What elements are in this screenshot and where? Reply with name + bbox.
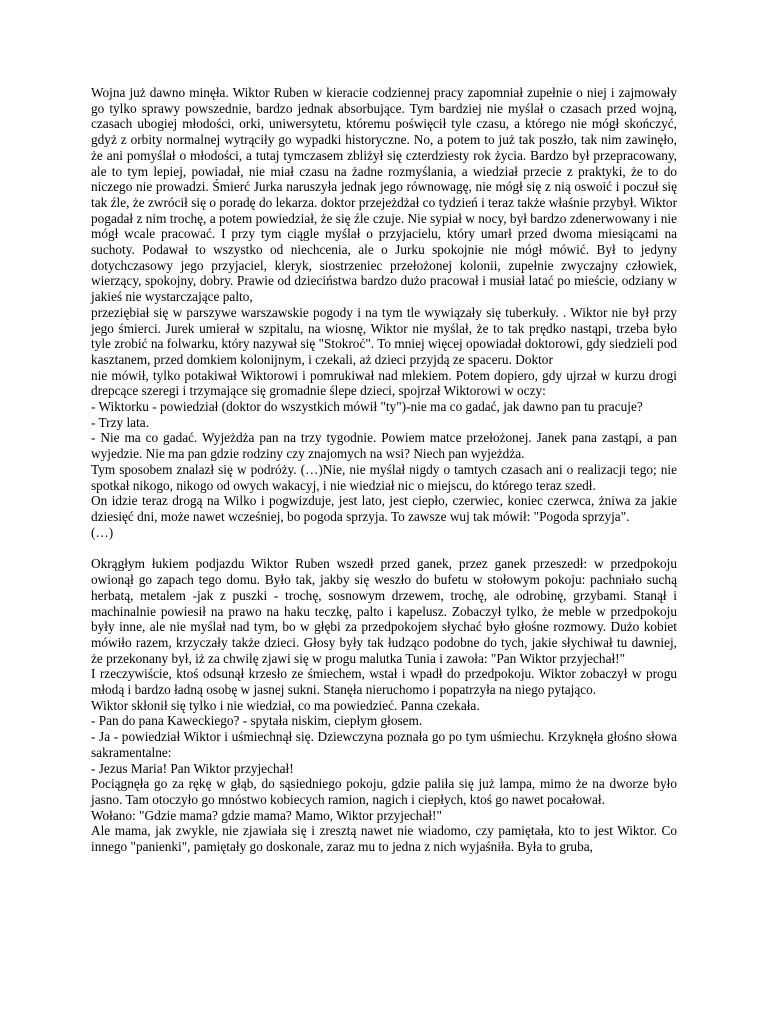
section-gap — [91, 540, 677, 556]
paragraph-11: Ale mama, jak zwykle, nie zjawiała się i zresztą nawet nie wiadomo, czy pamiętała, kto to jest Wiktor. Co innego "panienki", pamiętały go doskonale, zaraz mu to jedna z nich wyjaśniła. Była to gruba, — [91, 823, 677, 855]
paragraph-9: Pociągnęła go za rękę w głąb, do sąsiedniego pokoju, gdzie paliła się już lampa, mimo że na dworze było jasno. Tam otoczyło go mnóstwo kobiecych ramion, nagich i ciepłych, ktoś go nawet pocałował. — [91, 776, 677, 807]
dialogue-line-5: - Ja - powiedział Wiktor i uśmiechnął się. Dziewczyna poznała go po tym uśmiechu. Krzyknęła głośno słowa sakramentalne: — [91, 729, 677, 760]
paragraph-10: Wołano: "Gdzie mama? gdzie mama? Mamo, Wiktor przyjechał!" — [91, 807, 442, 823]
dialogue-line-3: - Nie ma co gadać. Wyjeżdża pan na trzy tygodnie. Powiem matce przełożonej. Janek pana zastąpi, a pan wyjedzie. Nie ma pan gdzie rodziny czy znajomych na wsi? Niech pan wyjeżdża. — [91, 430, 677, 462]
paragraph-8: Wiktor skłonił się tylko i nie wiedział, co ma powiedzieć. Panna czekała. — [91, 697, 480, 713]
paragraph-7: I rzeczywiście, ktoś odsunął krzesło ze śmiechem, wstał i wpadł do przedpokoju. Wiktor zobaczył w progu młodą i bardzo ładną osobę w jasnej sukni. Stanęła nieruchomo i popatrzyła na niego pytająco. — [91, 666, 677, 698]
dialogue-line-6: - Jezus Maria! Pan Wiktor przyjechał! — [91, 760, 294, 776]
paragraph-6: Okrągłym łukiem podjazdu Wiktor Ruben wszedł przed ganek, przez ganek przeszedł: w przedpokoju owionął go zapach tego domu. Było tak, jakby się weszło do bufetu w stołowym pokoju: pachniało suchą herbatą, metalem -jak z puszki - trochę, sosnowym drzewem, trochę, ale odrobinę, grzybami. Stanął i machinalnie powiesił na prawo na haku teczkę, palto i kapelusz. Zobaczył tylko, że meble w przedpokoju były inne, ale nie myślał nad tym, bo w głębi za przedpokojem słychać było głośne rozmowy. Dużo kobiet mówiło razem, krzyczały także dzieci. Głosy były tak łudząco podobne do tych, jakie słychiwał tu dawniej, że przekonany był, iż za chwilę zjawi się w progu malutka Tunia i zawoła: "Pan Wiktor przyjechał!" — [91, 556, 677, 666]
paragraph-4: Tym sposobem znalazł się w podróży. (…)Nie, nie myślał nigdy o tamtych czasach ani o realizacji tego; nie spotkał nikogo, nikogo od owych wakacyj, i nie wiedział nic o miejscu, do którego teraz szedł. — [91, 461, 677, 493]
paragraph-2: przeziębiał się w parszywe warszawskie pogody i na tym tle wywiązały się tuberkuły. . Wiktor nie był przy jego śmierci. Jurek umierał w szpitalu, na wiosnę, Wiktor nie myślał, że to tak prędko nastąpi, trzeba było tyle zrobić na folwarku, który nazywał się "Stokroć". To mniej więcej opowiadał doktorowi, gdy siedzieli pod kasztanem, przed domkiem kolonijnym, i czekali, aż dzieci przyjdą ze spaceru. Doktor — [91, 304, 677, 367]
dialogue-line-4: - Pan do pana Kaweckiego? - spytała niskim, ciepłym głosem. — [91, 713, 423, 729]
paragraph-5: On idzie teraz drogą na Wilko i pogwizduje, jest lato, jest ciepło, czerwiec, koniec czerwca, żniwa za jakie dziesięć dni, może nawet wcześniej, bo pogoda sprzyja. To zawsze wuj tak mówił: "Pogoda sprzyja". — [91, 493, 677, 524]
document-page — [91, 85, 677, 855]
ellipsis-marker: (…) — [91, 524, 114, 540]
paragraph-1: Wojna już dawno minęła. Wiktor Ruben w kieracie codziennej pracy zapomniał zupełnie o niej i zajmowały go tylko sprawy powszednie, bardzo jednak absorbujące. Tym bardziej nie myślał o czasach przed wojną, czasach ubogiej młodości, orki, uniwersytetu, któremu poświęcił tyle czasu, a którego nie mógł skończyć, gdyż z orbity normalnej wytrąciły go wypadki historyczne. No, a potem to już tak poszło, tak nim zawinęło, że ani pomyślał o młodości, a tutaj tymczasem zbliżył się czterdziesty rok życia. Bardzo był przepracowany, ale to tym lepiej, powiadał, nie miał czasu na żadne rozmyślania, a wiedział przecie z praktyki, że to do niczego nie prowadzi. Śmierć Jurka naruszyła jednak jego równowagę, nie mógł się z nią oswoić i poczuł się tak źle, że zwrócił się o poradę do lekarza. doktor przejeżdżał co tydzień i teraz także właśnie przybył. Wiktor pogadał z nim trochę, a potem powiedział, że się źle czuje. Nie sypiał w nocy, był bardzo zdenerwowany i nie mógł wcale pracować. I przy tym ciągle myślał o przyjacielu, który umarł przed dwoma miesiącami na suchoty. Podawał to wszystko od niechcenia, ale o Jurku spokojnie nie mógł mówić. Był to jedyny dotychczasowy jego przyjaciel, kleryk, siostrzeniec przełożonej kolonii, zupełnie zwyczajny człowiek, wierzący, spokojny, dobry. Prawie od dzieciństwa bardzo dużo pracował i musiał latać po mieście, odziany w jakieś nie wystarczające palto, — [91, 85, 677, 305]
dialogue-line-2: - Trzy lata. — [91, 414, 149, 430]
paragraph-3: nie mówił, tylko potakiwał Wiktorowi i pomrukiwał nad mlekiem. Potem dopiero, gdy ujrzał w kurzu drogi drepcące szeregi i trzymające się gromadnie ślepe dzieci, spojrzał Wiktorowi w oczy: — [91, 367, 677, 399]
dialogue-line-1: - Wiktorku - powiedział (doktor do wszystkich mówił "ty")-nie ma co gadać, jak dawno pan tu pracuje? — [91, 399, 643, 415]
